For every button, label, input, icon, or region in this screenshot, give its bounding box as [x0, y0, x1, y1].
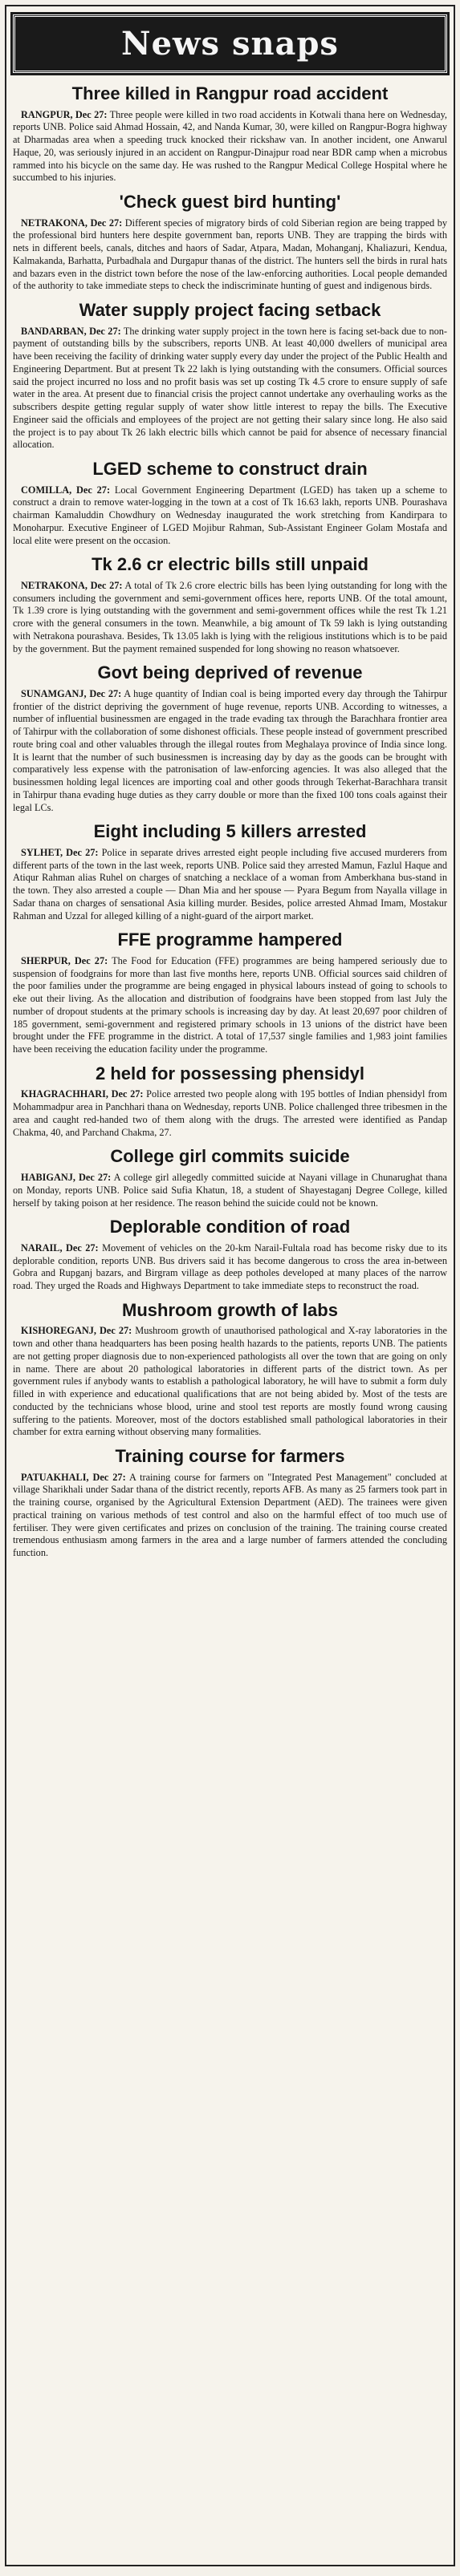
masthead-title: News snaps	[13, 14, 447, 73]
article-body	[13, 109, 447, 184]
article-headline: Three killed in Rangpur road accident	[71, 83, 389, 103]
news-article	[13, 460, 447, 547]
article-headline: FFE programme hampered	[117, 930, 343, 950]
article-body	[13, 1172, 447, 1209]
article-body	[13, 688, 447, 814]
article-body	[13, 1472, 447, 1560]
news-article	[13, 301, 447, 452]
article-headline: Tk 2.6 cr electric bills still unpaid	[92, 554, 368, 575]
news-article	[13, 1447, 447, 1560]
article-text: Movement of vehicles on the 20-km Narail-Fultala road has become risky due to its deplorable condition, reports UNB. Bus drivers said it has become dangerous to cross the area in-between Gobra and Rupganj bazars, and Birgram village as deep potholes developed at many places of the narrow road. They urged the Roads and Highways Department to take immediate steps to reconstruct the road.	[13, 1241, 447, 1292]
news-article	[13, 1064, 447, 1140]
article-body	[13, 580, 447, 655]
news-snaps-page	[5, 5, 455, 2566]
news-article	[13, 1301, 447, 1439]
article-dateline: RANGPUR, Dec 27:	[21, 108, 108, 120]
article-dateline: BANDARBAN, Dec 27:	[21, 325, 121, 337]
article-headline: College girl commits suicide	[110, 1146, 350, 1167]
article-body	[13, 217, 447, 293]
article-headline: Govt being deprived of revenue	[97, 662, 363, 683]
article-dateline: SUNAMGANJ, Dec 27:	[21, 687, 122, 699]
article-text: A college girl allegedly committed suicide at Nayani village in Chunarughat thana on Monday, reports UNB. Police said Sufia Khatun, 18, a student of Shayestaganj Degree College, killed herself by taking poison at her residence. The reason behind the suicide could not be known.	[13, 1172, 447, 1209]
article-dateline: NARAIL, Dec 27:	[21, 1241, 99, 1254]
news-article	[13, 930, 447, 1056]
article-text: Mushroom growth of unauthorised pathological and X-ray laboratories in the town and other thana headquarters has been posing health hazards to the patients, reports UNB. The patients are not getting proper diagnosis due to non-experienced pathologists all over the town that are going on only in name. There are about 20 pathological laboratories in different parts of the district town. As per government rules if anybody wants to establish a pathological laboratory, he will have to submit a form duly filled in with experience and educational qualifications that are not being abided by. Most of the tests are conducted by the technicians whose blood, urine and stool test reports are mostly found wrong causing suffering to the patients. Moreover, most of the doctors established small pathological laboratories in their chamber for extra earning without observing many formalities.	[13, 1325, 448, 1438]
article-text: A total of Tk 2.6 crore electric bills has been lying outstanding for long with the consumers including the government and semi-government offices here, reports UNB. Of the total amount, Tk 1.39 crore is lying outstanding with the government and semi-government offices while the rest Tk 1.21 crore with the general consumers in the town. Meanwhile, a big amount of Tk 59 lakh is lying outstanding with Netrakona pourashava. Besides, Tk 13.05 lakh is lying with the religious institutions which is to be paid by the government. But the payment remained suspended for long showing no reason whatsoever.	[13, 579, 447, 654]
article-dateline: NETRAKONA, Dec 27:	[21, 217, 123, 229]
article-text: Three people were killed in two road accidents in Kotwali thana here on Wednesday, reports UNB. Police said Ahmad Hossain, 42, and Nanda Kumar, 30, were killed on Rangpur-Bogra highway at Dharmadas area when a speeding truck knocked their rickshaw van. In another incident, one Anwarul Haque, 20, was seriously injured in an accident on Rangpur-Dinajpur road near BDR camp when a microbus rammed into his bicycle on the same day. He was rushed to the Rangpur Medical College Hospital where he succumbed to his injuries.	[13, 108, 447, 184]
articles-column	[13, 84, 447, 1560]
article-text: A huge quantity of Indian coal is being imported every day through the Tahirpur frontier of the district depriving the government of huge revenue, reports UNB. According to witnesses, a number of influential businessmen are engaged in the trade evading tax through the Barachhara frontier area of Tahirpur with the collaboration of some dishonest officials. These people instead of government prescribed route bring coal and other valuables through the illegal routes from Meghalaya province of India since long. It is learnt that the number of such businessmen is increasing day by day as the goods can be brought with comparatively less expense with the patronisation of law-enforcing agencies. It was also alleged that the businessmen holding legal licences are importing coal and other goods through Tekerhat-Barachhara transit in Tahirpur thana evading huge duties as they carry double or more than the fixed 100 tons coals against their legal LCs.	[13, 687, 447, 813]
article-headline: Mushroom growth of labs	[122, 1299, 338, 1320]
article-text: The Food for Education (FFE) programmes are being hampered seriously due to suspension of foodgrains for more than last five months here, reports UNB. Official sources said children of the poor families under the programme are being engaged in physical labours instead of going to schools to eke out their living. As the allocation and distribution of foodgrains have been stopped from last July the number of dropout students at the primary schools is increasing day by day. At least 20,697 poor children of 185 government, semi-government and registered primary schools in 13 unions of the district have been brought under the FFE programme in the district. A total of 17,537 single families and 1,983 joint families have been receiving the education facility under the programme.	[13, 954, 448, 1055]
article-headline: Deplorable condition of road	[109, 1217, 351, 1237]
article-text: Police in separate drives arrested eight people including five accused murderers from different parts of the town in the last week, reports UNB. Police said they arrested Mamun, Fazlul Haque and Atiqur Rahman alias Ruhel on charges of snatching a necklace of a woman from Amberkhana bus-stand in the town. They also arrested a couple — Dhan Mia and her spouse — Pyara Begum from Nayalla village in Sadar thana on charges of sensational Asia killing murder. Besides, police arrested Ahmad Imam, Mostakur Rahman and Uzzal for alleged killing of a night-guard of the airport market.	[13, 846, 447, 921]
article-dateline: PATUAKHALI, Dec 27:	[21, 1471, 126, 1483]
article-headline: Water supply project facing setback	[79, 300, 381, 321]
article-dateline: NETRAKONA, Dec 27:	[21, 579, 123, 591]
article-text: Local Government Engineering Department (LGED) has taken up a scheme to construct a drain to remove water-logging in the town at a cost of Tk 16.63 lakh, reports UNB. Pourashava chairman Kamaluddin Chowdhury on Wednesday inaugurated the work stretching from Kandirpara to Monoharpur. Executive Engineer of LGED Mojibur Rahman, Sub-Assistant Engineer Golam Mostafa and local elite were present on the occasion.	[13, 484, 447, 546]
article-text: Different species of migratory birds of cold Siberian region are being trapped by the professional bird hunters here despite government ban, reports UNB. They are trapping the birds with nets in different beels, canals, ditches and haors of Sadar, Atpara, Madan, Mohanganj, Khaliazuri, Kendua, Kalmakanda, Barhatta, Purbadhala and Durgapur thanas of the district. The hunters sell the birds in rural hats and bazars even in the district town before the nose of the law-enforcing authorities. Local people demanded of the authority to take immediate steps to check the indiscriminate hunting of guest and indigenous birds.	[13, 217, 447, 292]
article-dateline: SYLHET, Dec 27:	[21, 846, 99, 858]
article-headline: 'Check guest bird hunting'	[119, 192, 341, 213]
article-dateline: COMILLA, Dec 27:	[21, 484, 111, 496]
news-article	[13, 822, 447, 922]
article-body	[13, 847, 447, 922]
article-dateline: HABIGANJ, Dec 27:	[21, 1172, 112, 1184]
news-article	[13, 1217, 447, 1293]
article-headline: Training course for farmers	[115, 1446, 345, 1467]
article-body	[13, 1242, 447, 1293]
news-article	[13, 192, 447, 293]
article-body	[13, 484, 447, 548]
article-body	[13, 955, 447, 1056]
article-body	[13, 1088, 447, 1139]
article-text: Police arrested two people along with 195 bottles of Indian phensidyl from Mohammadpur area in Panchhari thana on Wednesday, reports UNB. Police challenged three tribesmen in the area and caught red-handed two of them along with the drugs. The arrested were identified as Pandap Chakma, 40, and Parchand Chakma, 27.	[13, 1088, 447, 1138]
article-headline: LGED scheme to construct drain	[92, 459, 368, 480]
article-dateline: KHAGRACHHARI, Dec 27:	[21, 1088, 144, 1100]
news-article	[13, 555, 447, 655]
article-dateline: KISHOREGANJ, Dec 27:	[21, 1325, 132, 1337]
article-text: A training course for farmers on "Integrated Pest Management" concluded at village Sharikhali under Sadar thana of the district recently, reports AFB. As many as 25 farmers took part in the training course, organised by the Agricultural Extension Department (AED). The trainees were given practical training on various methods of test control and also on the harmful effect of too much use of fertiliser. They were given certificates and prizes on conclusion of the training. The training course created tremendous enthusiasm among farmers in the area and a large number of farmers attended the concluding function.	[13, 1471, 448, 1559]
article-headline: 2 held for possessing phensidyl	[96, 1063, 364, 1083]
article-dateline: SHERPUR, Dec 27:	[21, 954, 108, 966]
news-article	[13, 84, 447, 184]
article-body	[13, 326, 447, 452]
news-article	[13, 1147, 447, 1209]
article-headline: Eight including 5 killers arrested	[93, 821, 367, 842]
article-text: The drinking water supply project in the town here is facing set-back due to non-payment of outstanding bills by the subscribers, reports UNB. At least 40,000 dwellers of municipal area have been receiving the facility of drinking water supply every day under the project of the Public Health and Engineering Department. But at present Tk 22 lakh is lying outstanding with the consumers. Official sources said the project incurred no loss and no profit basis was set up costing Tk 4.5 crore to ensure supply of safe water in the area. At present due to financial crisis the project cannot undertake any overhauling works as the subscribers despite getting regular supply of water show little interest to repay the bills. The Executive Engineer said the officials and employees of the project are not getting their salary since long. He also said the project is to pay about Tk 26 lakh electric bills which cannot be paid for absence of necessary financial allocation.	[13, 325, 448, 451]
news-article	[13, 663, 447, 814]
article-body	[13, 1325, 447, 1439]
